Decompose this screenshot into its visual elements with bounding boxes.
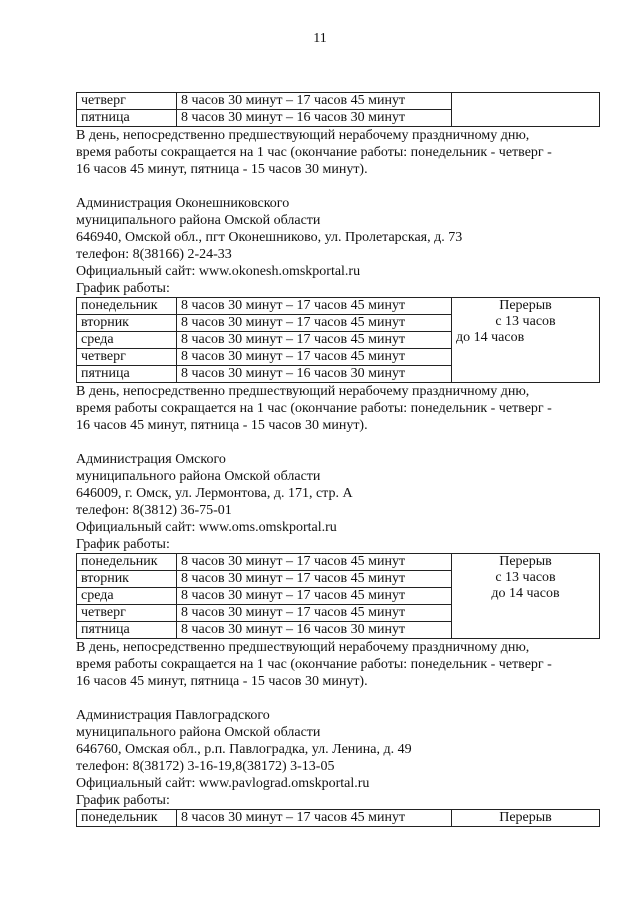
day-cell: среда <box>77 332 177 349</box>
note-line: В день, непосредственно предшествующий нерабочему праздничному дню, <box>76 640 530 655</box>
break-label: Перерыв <box>499 298 552 313</box>
day-cell: понедельник <box>77 554 177 571</box>
day-cell: пятница <box>77 110 177 127</box>
hours-cell: 8 часов 30 минут – 17 часов 45 минут <box>177 315 452 332</box>
break-end: до 14 часов <box>456 330 525 345</box>
org-address: 646009, г. Омск, ул. Лермонтова, д. 171, стр. А <box>76 486 353 501</box>
day-cell: вторник <box>77 571 177 588</box>
hours-cell: 8 часов 30 минут – 17 часов 45 минут <box>177 349 452 366</box>
note-line: 16 часов 45 минут, пятница - 15 часов 30 минут). <box>76 418 368 433</box>
day-cell: понедельник <box>77 298 177 315</box>
org-address: 646940, Омской обл., пгт Оконешниково, ул. Пролетарская, д. 73 <box>76 230 463 245</box>
break-cell <box>452 298 600 383</box>
document-body <box>76 92 599 827</box>
schedule-label: График работы: <box>76 281 170 296</box>
org-site: Официальный сайт: www.okonesh.omskportal.ru <box>76 264 361 279</box>
table-row <box>77 298 600 315</box>
day-cell: пятница <box>77 366 177 383</box>
hours-cell: 8 часов 30 минут – 17 часов 45 минут <box>177 298 452 315</box>
note-line: время работы сокращается на 1 час (окончание работы: понедельник - четверг - <box>76 657 552 672</box>
org-block-okonesh <box>76 195 599 297</box>
break-cell <box>452 554 600 639</box>
org-name: Администрация Омского <box>76 452 226 467</box>
org-name-line2: муниципального района Омской области <box>76 725 321 740</box>
note-line: 16 часов 45 минут, пятница - 15 часов 30 минут). <box>76 162 368 177</box>
org-block-pavlograd <box>76 707 599 809</box>
day-cell: вторник <box>77 315 177 332</box>
break-label: Перерыв <box>499 810 552 825</box>
break-cell <box>452 93 600 127</box>
org-name: Администрация Оконешниковского <box>76 196 290 211</box>
schedule-table <box>76 297 600 383</box>
table-row <box>77 810 600 827</box>
hours-cell: 8 часов 30 минут – 16 часов 30 минут <box>177 366 452 383</box>
org-site: Официальный сайт: www.pavlograd.omskportal.ru <box>76 776 370 791</box>
day-cell: пятница <box>77 622 177 639</box>
hours-cell: 8 часов 30 минут – 17 часов 45 минут <box>177 554 452 571</box>
schedule-table <box>76 809 600 827</box>
break-start: с 13 часов <box>495 314 556 329</box>
schedule-table-continued <box>76 92 600 127</box>
hours-cell: 8 часов 30 минут – 17 часов 45 минут <box>177 588 452 605</box>
note-line: В день, непосредственно предшествующий нерабочему праздничному дню, <box>76 128 530 143</box>
org-phone: телефон: 8(3812) 36-75-01 <box>76 503 232 518</box>
hours-cell: 8 часов 30 минут – 17 часов 45 минут <box>177 93 452 110</box>
break-end: до 14 часов <box>491 586 560 601</box>
org-block-omsk <box>76 451 599 553</box>
day-cell: понедельник <box>77 810 177 827</box>
hours-cell: 8 часов 30 минут – 16 часов 30 минут <box>177 622 452 639</box>
schedule-label: График работы: <box>76 793 170 808</box>
page-number: 11 <box>313 31 327 46</box>
org-phone: телефон: 8(38172) 3-16-19,8(38172) 3-13-05 <box>76 759 335 774</box>
org-name-line2: муниципального района Омской области <box>76 469 321 484</box>
break-start: с 13 часов <box>495 570 556 585</box>
break-label: Перерыв <box>499 554 552 569</box>
schedule-label: График работы: <box>76 537 170 552</box>
day-cell: среда <box>77 588 177 605</box>
hours-cell: 8 часов 30 минут – 17 часов 45 минут <box>177 605 452 622</box>
org-phone: телефон: 8(38166) 2-24-33 <box>76 247 232 262</box>
break-cell <box>452 810 600 827</box>
note-line: время работы сокращается на 1 час (окончание работы: понедельник - четверг - <box>76 145 552 160</box>
org-name-line2: муниципального района Омской области <box>76 213 321 228</box>
day-cell: четверг <box>77 349 177 366</box>
day-cell: четверг <box>77 93 177 110</box>
note-line: 16 часов 45 минут, пятница - 15 часов 30 минут). <box>76 674 368 689</box>
note-line: В день, непосредственно предшествующий нерабочему праздничному дню, <box>76 384 530 399</box>
hours-cell: 8 часов 30 минут – 17 часов 45 минут <box>177 810 452 827</box>
schedule-table <box>76 553 600 639</box>
table-row <box>77 93 600 110</box>
hours-cell: 8 часов 30 минут – 17 часов 45 минут <box>177 571 452 588</box>
org-name: Администрация Павлоградского <box>76 708 270 723</box>
day-cell: четверг <box>77 605 177 622</box>
org-site: Официальный сайт: www.oms.omskportal.ru <box>76 520 337 535</box>
hours-cell: 8 часов 30 минут – 16 часов 30 минут <box>177 110 452 127</box>
org-address: 646760, Омская обл., р.п. Павлоградка, ул. Ленина, д. 49 <box>76 742 412 757</box>
note-line: время работы сокращается на 1 час (окончание работы: понедельник - четверг - <box>76 401 552 416</box>
hours-cell: 8 часов 30 минут – 17 часов 45 минут <box>177 332 452 349</box>
table-row <box>77 554 600 571</box>
